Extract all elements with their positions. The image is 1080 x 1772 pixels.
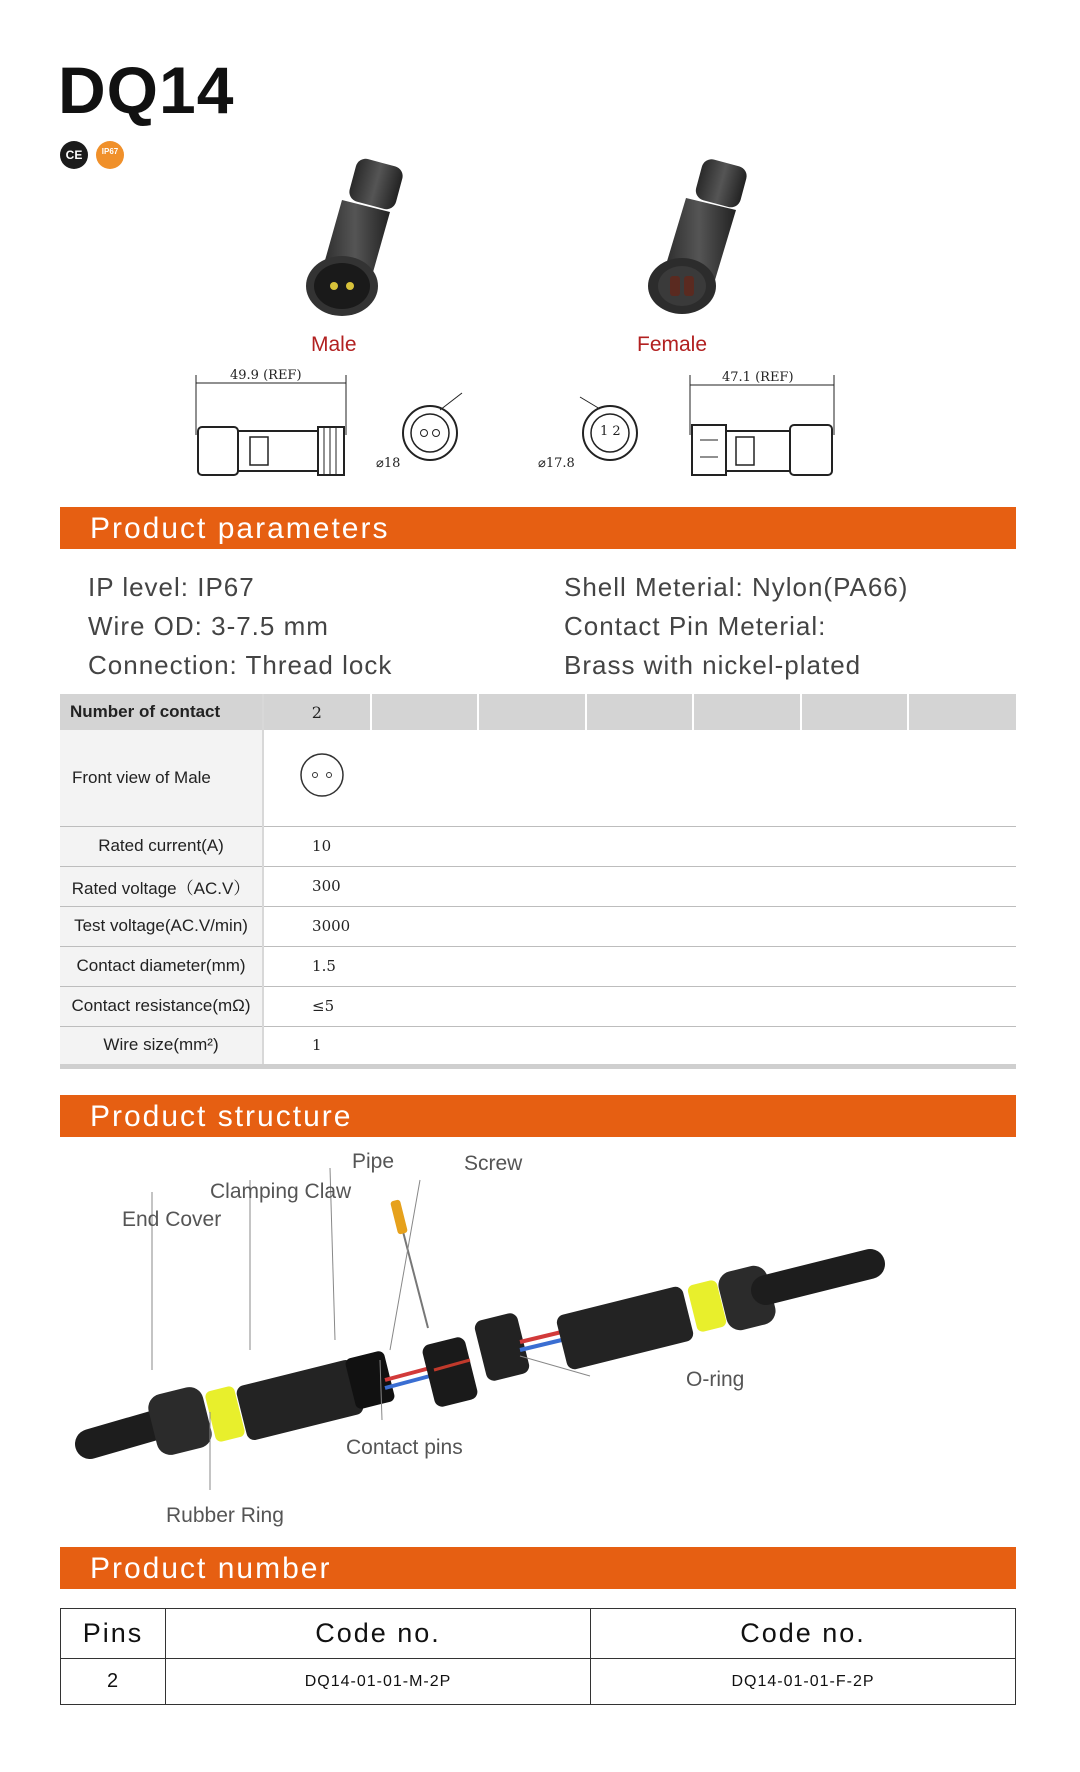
male-front-view-icon bbox=[298, 751, 346, 799]
callout-pipe: Pipe bbox=[352, 1150, 395, 1173]
callout-end-cover: End Cover bbox=[122, 1208, 222, 1231]
spec-table-header-row bbox=[60, 694, 1016, 730]
female-length-dimension: 47.1 (REF) bbox=[722, 370, 794, 385]
spec-row-label: Wire size(mm²) bbox=[60, 1026, 263, 1066]
pins-value: 2 bbox=[61, 1659, 166, 1705]
female-diameter-dimension: ⌀17.8 bbox=[538, 456, 575, 471]
number-table-header-row bbox=[61, 1609, 1016, 1659]
spec-table bbox=[60, 694, 1016, 1069]
callout-rubber-ring: Rubber Ring bbox=[166, 1504, 284, 1527]
spec-row-value: 1.5 bbox=[263, 946, 1016, 986]
female-label: Female bbox=[637, 333, 708, 356]
section-header-structure bbox=[60, 1095, 1016, 1137]
spec-row bbox=[60, 906, 1016, 946]
spec-header-empty bbox=[908, 694, 1016, 730]
spec-row-label: Contact resistance(mΩ) bbox=[60, 986, 263, 1026]
param-shell-material: Shell Meterial: Nylon(PA66) bbox=[564, 572, 909, 602]
spec-header-label: Number of contact bbox=[60, 694, 263, 730]
section-header-number bbox=[60, 1547, 1016, 1589]
param-contact-pin-material-value: Brass with nickel-plated bbox=[564, 650, 862, 680]
spec-row-label: Rated voltage（AC.V） bbox=[60, 866, 263, 906]
female-dimension-drawing bbox=[530, 365, 840, 480]
female-code-value: DQ14-01-01-F-2P bbox=[591, 1659, 1016, 1705]
spec-row-front-view bbox=[60, 730, 1016, 826]
spec-row bbox=[60, 986, 1016, 1026]
spec-row bbox=[60, 866, 1016, 906]
male-diameter-dimension: ⌀18 bbox=[376, 456, 401, 471]
product-number-table bbox=[60, 1608, 1016, 1705]
header-male-code: Code no. bbox=[166, 1609, 591, 1659]
parameters-right-column bbox=[564, 568, 908, 685]
spec-header-empty bbox=[586, 694, 694, 730]
table-row bbox=[61, 1659, 1016, 1705]
spec-row-label: Rated current(A) bbox=[60, 826, 263, 866]
spec-header-empty bbox=[801, 694, 909, 730]
male-length-dimension: 49.9 (REF) bbox=[230, 368, 302, 383]
header-female-code: Code no. bbox=[591, 1609, 1016, 1659]
section-header-parameters bbox=[60, 507, 1016, 549]
male-label: Male bbox=[311, 333, 357, 356]
callout-screw: Screw bbox=[464, 1152, 523, 1175]
spec-row bbox=[60, 1026, 1016, 1066]
section-title-number: Product number bbox=[90, 1552, 332, 1585]
spec-row-value: 300 bbox=[263, 866, 1016, 906]
param-ip-level: IP level: IP67 bbox=[88, 572, 255, 602]
female-pin-label: 1 2 bbox=[600, 424, 621, 439]
product-structure-diagram bbox=[60, 1150, 1016, 1550]
ip67-certification-icon: IP67 bbox=[96, 141, 124, 169]
spec-row-label: Contact diameter(mm) bbox=[60, 946, 263, 986]
female-connector-image bbox=[620, 150, 760, 330]
certification-badges bbox=[60, 141, 124, 169]
callout-o-ring: O-ring bbox=[686, 1368, 745, 1391]
spec-row bbox=[60, 826, 1016, 866]
spec-row-value: 10 bbox=[263, 826, 1016, 866]
spec-front-view-label: Front view of Male bbox=[60, 730, 263, 826]
spec-row bbox=[60, 946, 1016, 986]
parameters-left-column bbox=[88, 568, 392, 685]
spec-header-value: 2 bbox=[263, 694, 371, 730]
spec-row-label: Test voltage(AC.V/min) bbox=[60, 906, 263, 946]
spec-front-view-cell bbox=[263, 730, 1016, 826]
param-wire-od: Wire OD: 3-7.5 mm bbox=[88, 611, 329, 641]
ce-certification-icon: CE bbox=[60, 141, 88, 169]
product-model-title: DQ14 bbox=[58, 53, 235, 127]
header-pins: Pins bbox=[61, 1609, 166, 1659]
section-title-structure: Product structure bbox=[90, 1100, 353, 1133]
spec-row-value: ≤5 bbox=[263, 986, 1016, 1026]
param-connection: Connection: Thread lock bbox=[88, 650, 393, 680]
male-dimension-drawing bbox=[190, 365, 480, 480]
spec-header-empty bbox=[693, 694, 801, 730]
param-contact-pin-material: Contact Pin Meterial: bbox=[564, 611, 827, 641]
spec-row-value: 3000 bbox=[263, 906, 1016, 946]
male-code-value: DQ14-01-01-M-2P bbox=[166, 1659, 591, 1705]
callout-clamping-claw: Clamping Claw bbox=[210, 1180, 352, 1203]
callout-contact-pins: Contact pins bbox=[346, 1436, 463, 1459]
spec-row-value: 1 bbox=[263, 1026, 1016, 1066]
section-title-parameters: Product parameters bbox=[90, 512, 390, 545]
male-connector-image bbox=[290, 150, 430, 330]
spec-header-empty bbox=[478, 694, 586, 730]
spec-header-empty bbox=[371, 694, 479, 730]
